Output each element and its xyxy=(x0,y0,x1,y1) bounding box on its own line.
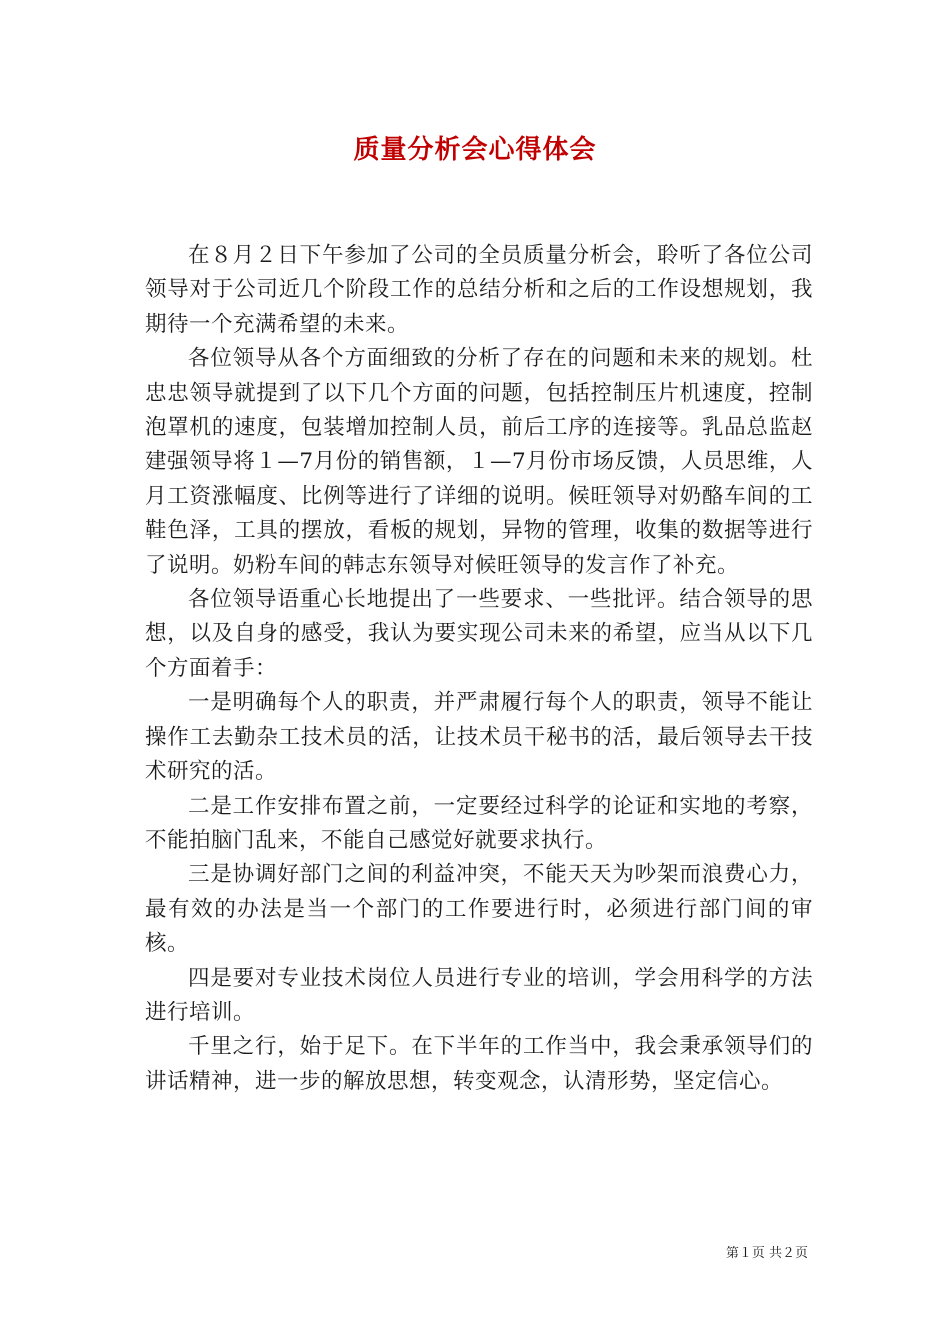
document-body xyxy=(145,239,813,1099)
paragraph-6: 三是协调好部门之间的利益冲突，不能天天为吵架而浪费心力，最有效的办法是当一个部门的工作要进行时，必须进行部门间的审核。 xyxy=(145,862,813,957)
paragraph-7: 四是要对专业技术岗位人员进行专业的培训，学会用科学的方法进行培训。 xyxy=(145,965,813,1025)
paragraph-5: 二是工作安排布置之前，一定要经过科学的论证和实地的考察，不能拍脑门乱来，不能自己感觉好就要求执行。 xyxy=(145,793,813,853)
document-title: 质量分析会心得体会 xyxy=(353,135,597,165)
paragraph-8: 千里之行，始于足下。在下半年的工作当中，我会秉承领导们的讲话精神，进一步的解放思想，转变观念，认清形势，坚定信心。 xyxy=(145,1034,813,1094)
paragraph-1: 在８月２日下午参加了公司的全员质量分析会，聆听了各位公司领导对于公司近几个阶段工作的总结分析和之后的工作设想规划，我期待一个充满希望的未来。 xyxy=(145,243,813,337)
page-number-footer: 第１页 共２页 xyxy=(725,1246,808,1261)
paragraph-3: 各位领导语重心长地提出了一些要求、一些批评。结合领导的思想，以及自身的感受，我认为要实现公司未来的希望，应当从以下几个方面着手： xyxy=(145,587,813,681)
paragraph-2: 各位领导从各个方面细致的分析了存在的问题和未来的规划。杜忠忠领导就提到了以下几个方面的问题，包括控制压片机速度，控制泡罩机的速度，包装增加控制人员，前后工序的连接等。乳品总监赵建强领导将１—7月份的销售额，１—7月份市场反馈，人员思维，人月工资涨幅度、比例等进行了详细的说明。候旺领导对奶酪车间的工鞋色泽，工具的摆放，看板的规划，异物的管理，收集的数据等进行了说明。奶粉车间的韩志东领导对候旺领导的发言作了补充。 xyxy=(145,346,813,578)
paragraph-4: 一是明确每个人的职责，并严肃履行每个人的职责，领导不能让操作工去勤杂工技术员的活，让技术员干秘书的活，最后领导去干技术研究的活。 xyxy=(145,690,813,785)
